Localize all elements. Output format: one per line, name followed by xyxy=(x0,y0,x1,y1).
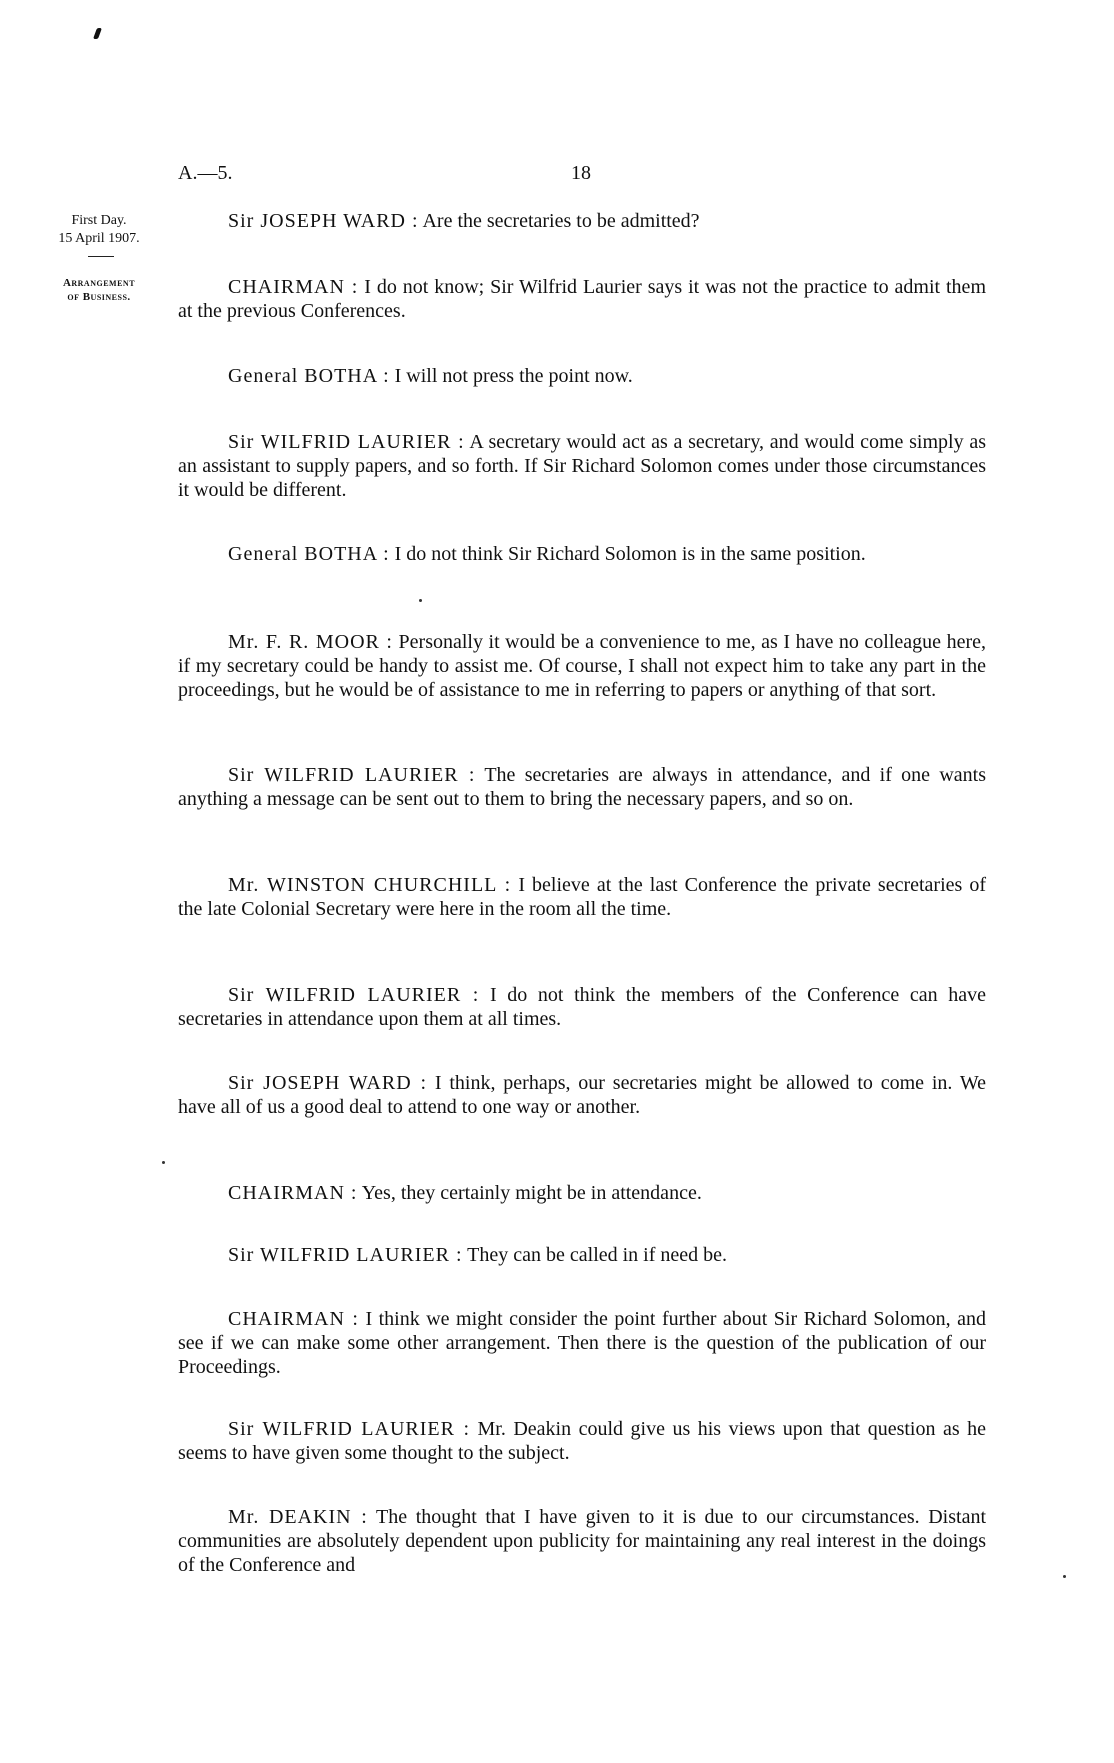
paragraph xyxy=(178,209,986,233)
speaker-name: Sir WILFRID LAURIER : xyxy=(228,764,476,786)
speaker-name: Sir WILFRID LAURIER : xyxy=(228,1244,463,1266)
speech-text: I will not press the point now. xyxy=(394,365,633,387)
speech-text: I do not think Sir Richard Solomon is in the same position. xyxy=(394,543,866,565)
speaker-name: General BOTHA : xyxy=(228,365,390,387)
speaker-name: CHAIRMAN : xyxy=(228,1308,359,1330)
speaker-name: Mr. WINSTON CHURCHILL : xyxy=(228,874,512,896)
paragraph xyxy=(178,983,986,1031)
print-speck xyxy=(419,599,422,602)
paragraph xyxy=(178,1307,986,1379)
speech-text: A secretary would act as a secretary, and would come simply as an assistant to supply papers, and so forth. If Sir Richard Solomon comes under those circumstances it would be different. xyxy=(178,431,987,501)
speech-text: Are the secretaries to be admitted? xyxy=(422,210,700,232)
paragraph xyxy=(178,275,986,323)
speaker-name: General BOTHA : xyxy=(228,543,390,565)
paragraph xyxy=(178,1505,986,1577)
speaker-name: Sir WILFRID LAURIER : xyxy=(228,1418,471,1440)
speaker-name: Mr. F. R. MOOR : xyxy=(228,631,393,653)
speaker-name: Sir JOSEPH WARD : xyxy=(228,210,419,232)
paragraph xyxy=(178,1417,986,1465)
speech-text: Mr. Deakin could give us his views upon that question as he seems to have given some thought to the subject. xyxy=(178,1418,987,1464)
speaker-name: Sir JOSEPH WARD : xyxy=(228,1072,428,1094)
page-number: 18 xyxy=(571,162,591,184)
speaker-name: Sir WILFRID LAURIER : xyxy=(228,431,465,453)
speaker-name: CHAIRMAN : xyxy=(228,1182,358,1204)
speech-text: I do not know; Sir Wilfrid Laurier says it was not the practice to admit them at the previous Conferences. xyxy=(178,276,986,322)
speech-text: They can be called in if need be. xyxy=(467,1244,728,1266)
paragraph xyxy=(178,430,986,502)
margin-subject-line-1: Arrangement xyxy=(62,277,136,289)
speech-text: Yes, they certainly might be in attendance. xyxy=(361,1182,702,1204)
speaker-name: Sir WILFRID LAURIER : xyxy=(228,984,480,1006)
ink-mark xyxy=(93,28,102,39)
margin-day: First Day. xyxy=(71,213,127,228)
speech-text: I think we might consider the point further about Sir Richard Solomon, and see if we can make some other arrangement. Then there is the question of the publication of our Proceedings. xyxy=(178,1308,987,1378)
speech-text: I believe at the last Conference the private secretaries of the late Colonial Secretary were here in the room all the time. xyxy=(178,874,987,920)
print-speck xyxy=(1063,1575,1066,1578)
margin-divider xyxy=(88,256,114,257)
margin-subject-line-2: of Business. xyxy=(67,291,131,303)
paragraph xyxy=(178,763,986,811)
print-speck xyxy=(162,1161,165,1164)
paragraph xyxy=(178,1181,986,1205)
document-reference: A.—5. xyxy=(178,162,233,184)
margin-date: 15 April 1907. xyxy=(58,231,140,246)
paragraph xyxy=(178,1243,986,1267)
paragraph xyxy=(178,1071,986,1119)
speech-text: The thought that I have given to it is due to our circumstances. Distant communities are absolutely dependent upon publicity for maintaining any real interest in the doings of the Conference and xyxy=(178,1506,987,1576)
margin-subject xyxy=(34,276,164,304)
speech-text: I do not think the members of the Conference can have secretaries in attendance upon them at all times. xyxy=(178,984,987,1030)
paragraph xyxy=(178,364,986,388)
speech-text: Personally it would be a convenience to me, as I have no colleague here, if my secretary could be handy to assist me. Of course, I shall not expect him to take any part in the proceedings, but he would be of assistance to me in referring to papers or anything of that sort. xyxy=(178,631,987,701)
paragraph xyxy=(178,542,986,566)
paragraph xyxy=(178,630,986,702)
speaker-name: CHAIRMAN : xyxy=(228,276,359,298)
margin-day-date xyxy=(34,212,164,248)
speaker-name: Mr. DEAKIN : xyxy=(228,1506,368,1528)
speech-text: I think, perhaps, our secretaries might be allowed to come in. We have all of us a good deal to attend to one way or another. xyxy=(178,1072,986,1118)
paragraph xyxy=(178,873,986,921)
speech-text: The secretaries are always in attendance, and if one wants anything a message can be sent out to them to bring the necessary papers, and so on. xyxy=(178,764,987,810)
